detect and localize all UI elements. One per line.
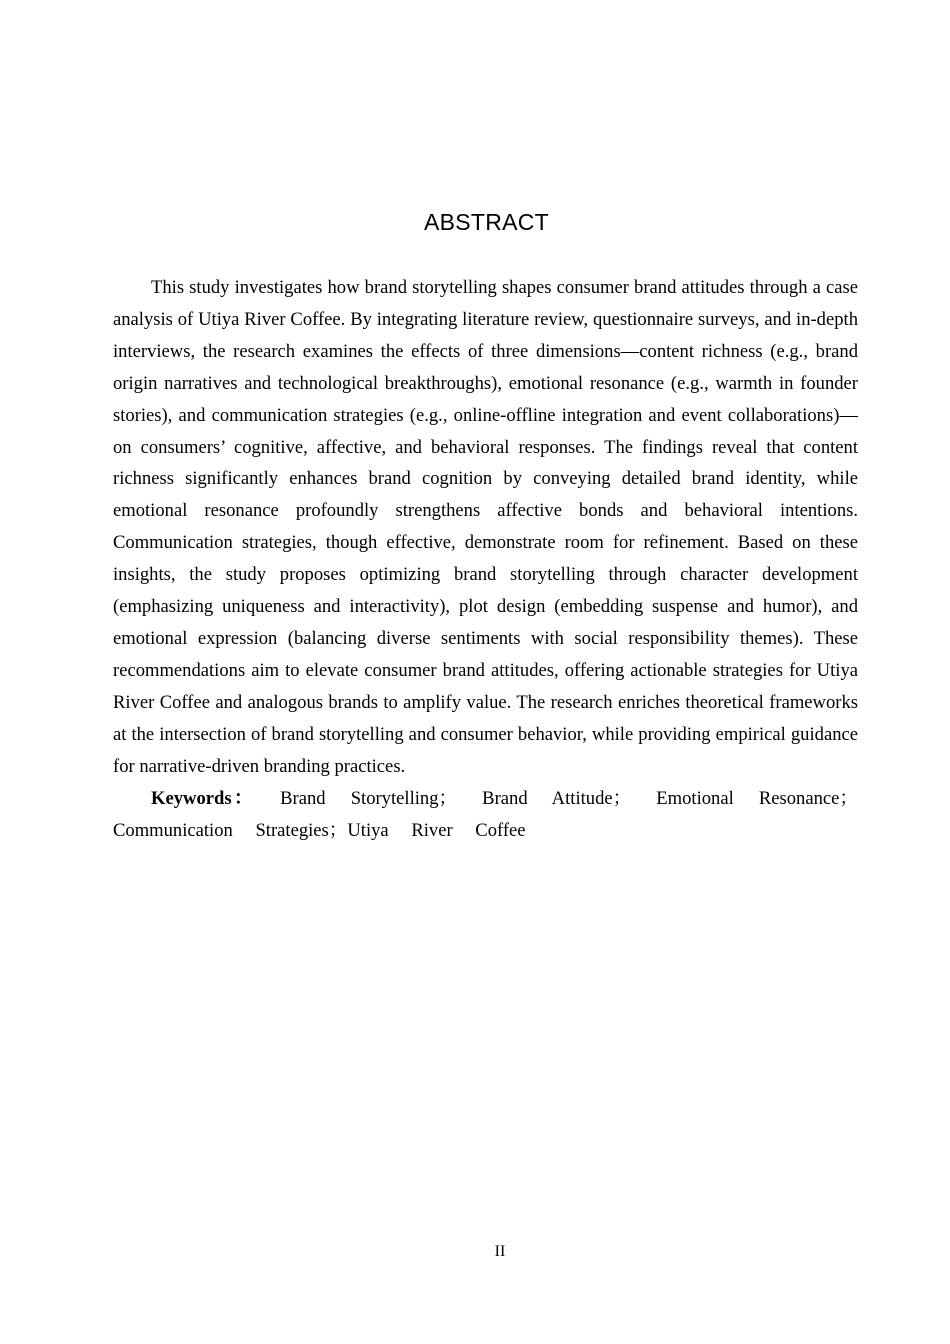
abstract-heading: ABSTRACT: [423, 209, 550, 235]
keywords-label: Keywords：: [151, 788, 256, 809]
page-number: II: [494, 1243, 506, 1260]
keywords-paragraph: [113, 783, 858, 847]
keywords-list: Brand Storytelling； Brand Attitude； Emotional Resonance； Communication Strategies；Utiya River Coffee: [113, 788, 858, 841]
abstract-body-paragraph: This study investigates how brand storytelling shapes consumer brand attitudes through a case analysis of Utiya River Coffee. By integrating literature review, questionnaire surveys, and in-depth interviews, the research examines the effects of three dimensions—content richness (e.g., brand origin narratives and technological breakthroughs), emotional resonance (e.g., warmth in founder stories), and communication strategies (e.g., online-offline integration and event collaborations)—on consumers’ cognitive, affective, and behavioral responses. The findings reveal that content richness significantly enhances brand cognition by conveying detailed brand identity, while emotional resonance profoundly strengthens affective bonds and behavioral intentions. Communication strategies, though effective, demonstrate room for refinement. Based on these insights, the study proposes optimizing brand storytelling through character development (emphasizing uniqueness and interactivity), plot design (embedding suspense and humor), and emotional expression (balancing diverse sentiments with social responsibility themes). These recommendations aim to elevate consumer brand attitudes, offering actionable strategies for Utiya River Coffee and analogous brands to amplify value. The research enriches theoretical frameworks at the intersection of brand storytelling and consumer behavior, while providing empirical guidance for narrative-driven branding practices.: [113, 277, 858, 777]
